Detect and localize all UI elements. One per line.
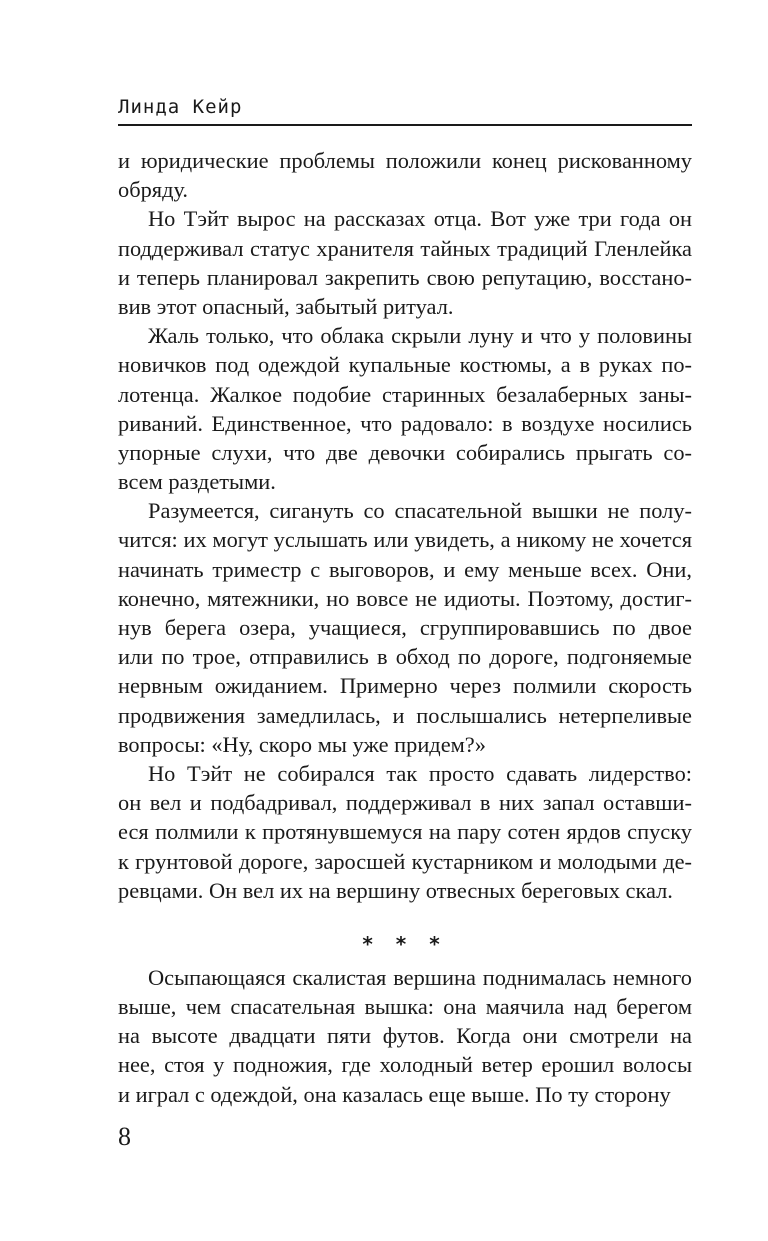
text-line: всем раздетыми. (118, 469, 276, 495)
text-after-separator (118, 963, 692, 1109)
text-line: вив этот опасный, забытый ритуал. (118, 293, 454, 319)
text-line: он вел и подбадривал, поддерживал в них запал оставши- (118, 790, 692, 816)
text-line: начинать триместр с выговоров, и ему меньше всех. Они, (118, 556, 692, 582)
paragraph (118, 204, 692, 321)
text-line: и играл с одеждой, она казалась еще выше. По ту сторону (118, 1081, 671, 1107)
paragraph (118, 496, 692, 759)
text-line: к грунтовой дороге, заросшей кустарником и молодыми де- (118, 848, 692, 874)
text-line: Разумеется, сигануть со спасательной вышки не полу- (148, 498, 692, 524)
text-line: Но Тэйт вырос на рассказах отца. Вот уже три года он (148, 206, 692, 232)
text-line: Жаль только, что облака скрыли луну и что у половины (148, 323, 692, 349)
running-head (118, 94, 692, 126)
text-line: выше, чем спасательная вышка: она маячила над берегом (118, 994, 692, 1020)
text-line: или по трое, отправились в обход по дороге, подгоняемые (118, 644, 692, 670)
text-line: продвижения замедлилась, и послышались нетерпеливые (118, 702, 692, 728)
text-line: и юридические проблемы положили конец рискованному (118, 148, 692, 173)
text-line: нув берега озера, учащиеся, сгруппировавшись по двое (118, 615, 692, 640)
section-separator: * * * (362, 931, 448, 956)
text-line: нее, стоя у подножия, где холодный ветер ерошил волосы (118, 1052, 692, 1078)
paragraph (118, 963, 692, 1109)
text-line: нервным ожиданием. Примерно через полмили скорость (118, 673, 692, 699)
text-line: конечно, мятежники, но вовсе не идиоты. Поэтому, достиг- (118, 585, 692, 611)
text-line: на высоте двадцати пяти футов. Когда они смотрели на (118, 1023, 692, 1049)
text-line: Но Тэйт не собирался так просто сдавать лидерство: (148, 760, 692, 786)
text-line: еся полмили к протянувшемуся на пару сотен ярдов спуску (118, 819, 692, 845)
page-number: 8 (118, 1122, 131, 1151)
paragraph (118, 759, 692, 905)
text-line: новичков под одеждой купальные костюмы, а в руках по- (118, 352, 692, 378)
text-line: вопросы: «Ну, скоро мы уже придем?» (118, 731, 486, 757)
text-line: Осыпающаяся скалистая вершина поднималась немного (148, 964, 692, 990)
text-line: лотенца. Жалкое подобие старинных безалаберных заны- (118, 381, 692, 407)
text-before-separator (118, 146, 692, 905)
text-line: обряду. (118, 177, 189, 203)
paragraph (118, 321, 692, 496)
text-line: поддерживал статус хранителя тайных традиций Гленлейка (118, 235, 692, 261)
running-head-author: Линда Кейр (118, 96, 243, 118)
text-line: упорные слухи, что две девочки собирались прыгать со- (118, 439, 692, 465)
text-line: риваний. Единственное, что радовало: в воздухе носились (118, 410, 692, 436)
text-line: и теперь планировал закрепить свою репутацию, восстано- (118, 264, 692, 290)
text-line: чится: их могут услышать или увидеть, а никому не хочется (118, 527, 692, 553)
text-line: ревцами. Он вел их на вершину отвесных береговых скал. (118, 877, 673, 903)
body-text (118, 146, 692, 1109)
paragraph (118, 146, 692, 204)
